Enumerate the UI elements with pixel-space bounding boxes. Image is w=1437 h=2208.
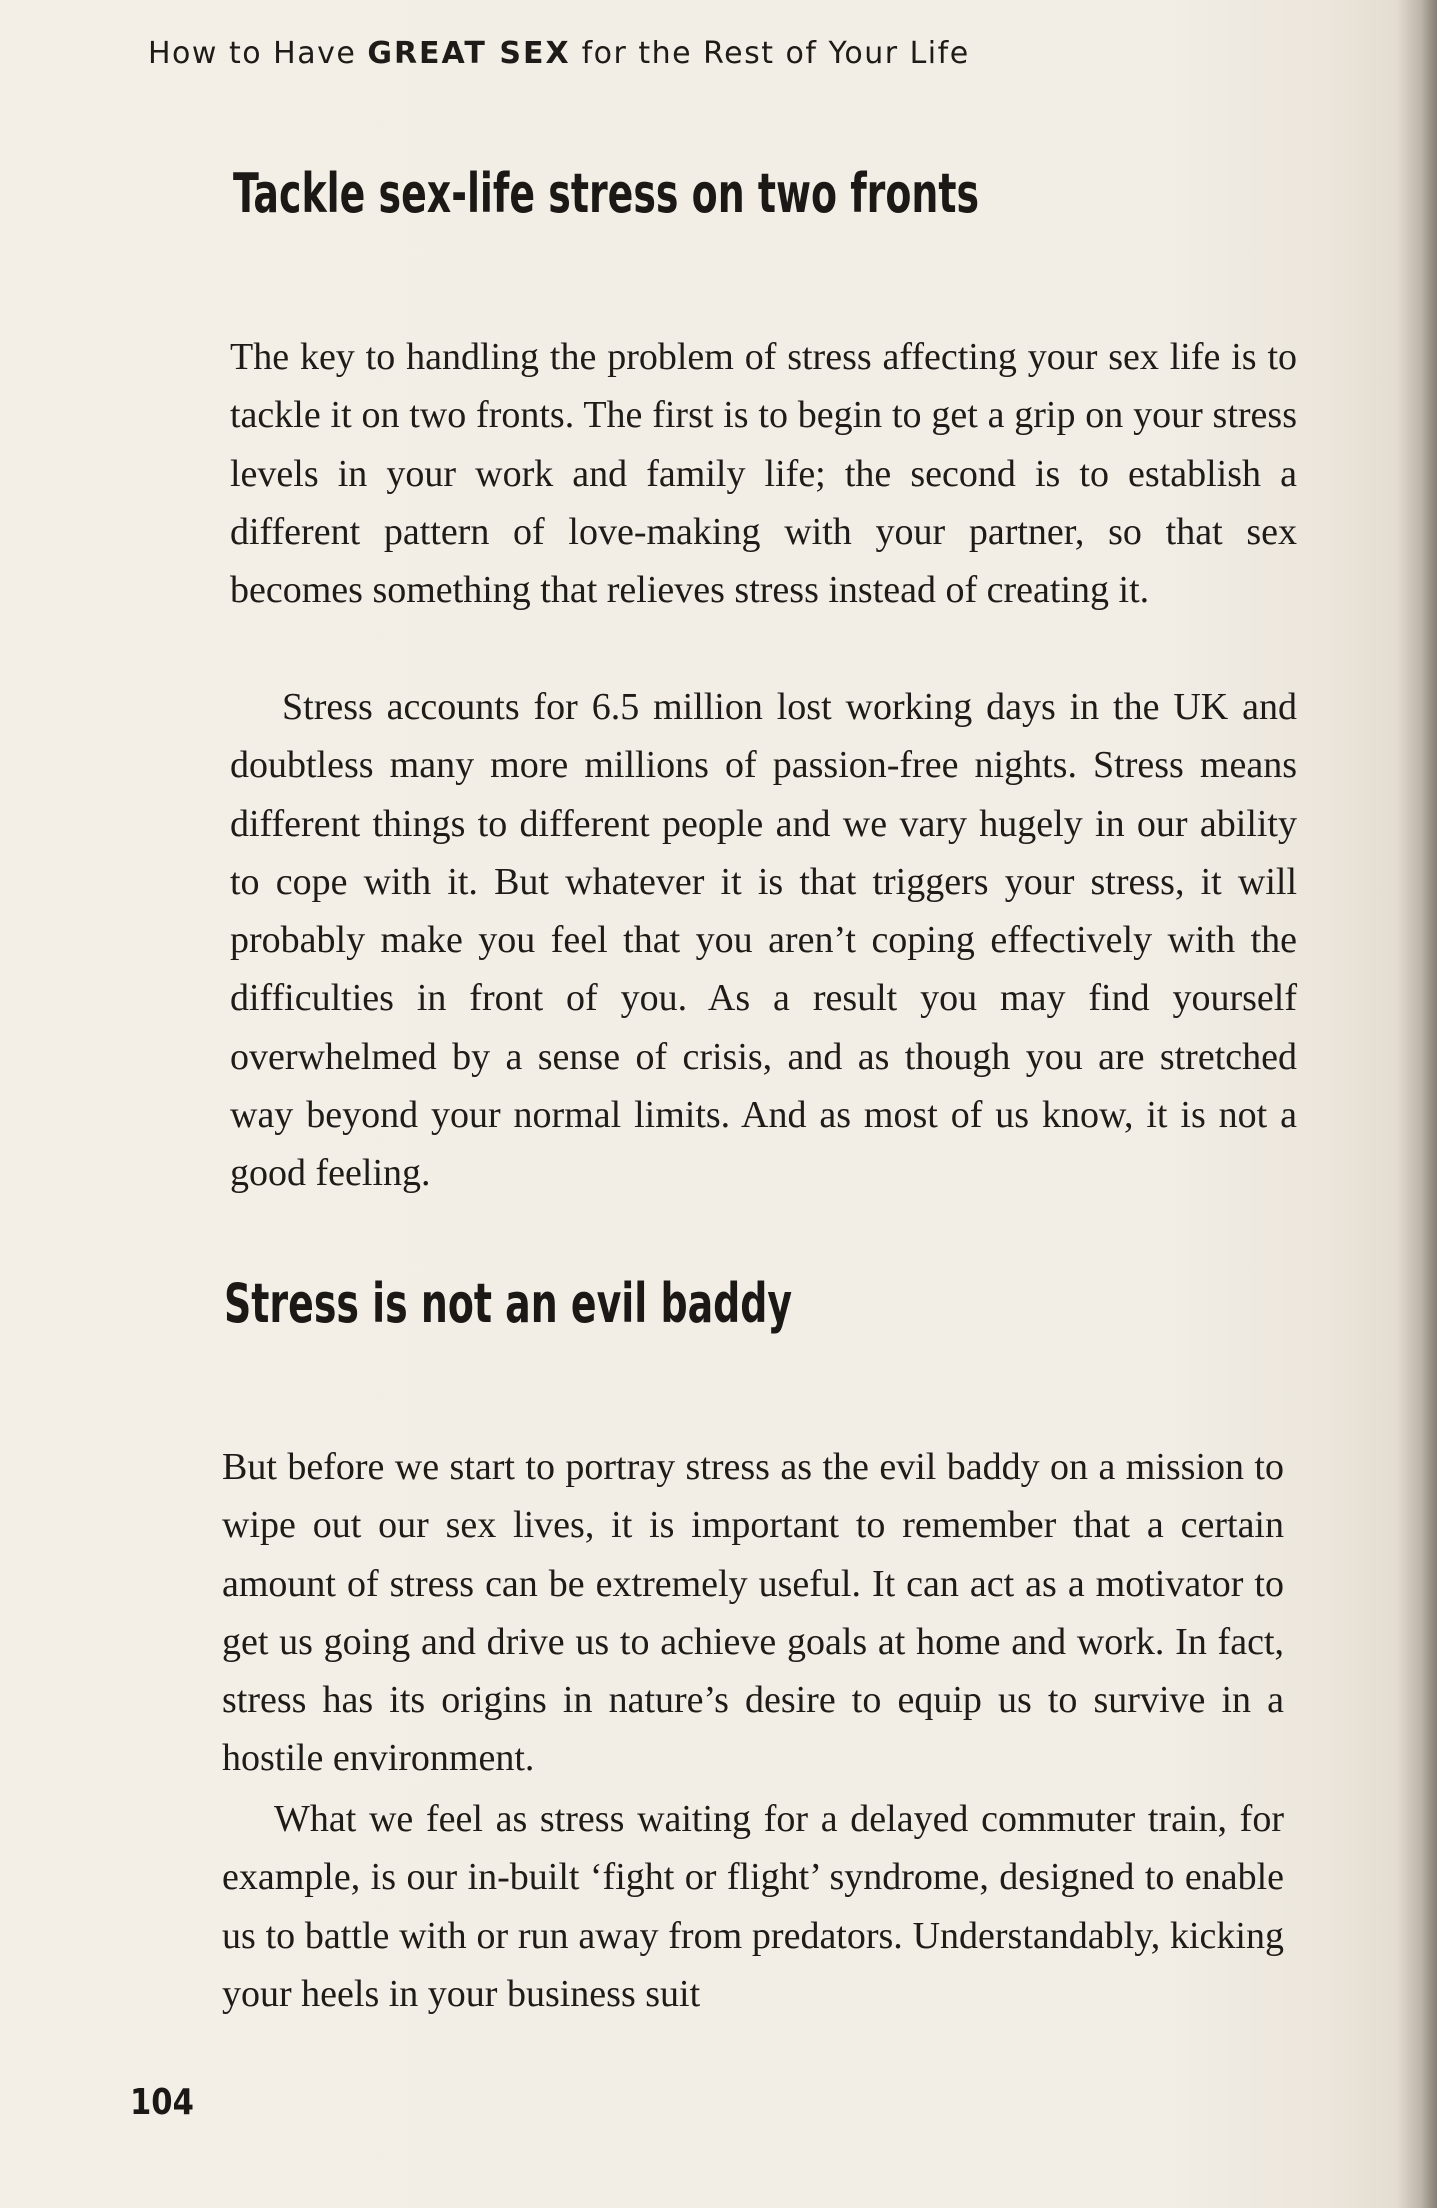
paragraph: What we feel as stress waiting for a delayed commuter train, for example, is our in-built ‘fight or flight’ syndrome, designed to enable us to battle with or run away from predators. Understandably, kicking your heels in your business suit xyxy=(222,1798,1284,2015)
section-heading: Tackle sex-life stress on two fronts xyxy=(233,162,980,225)
paragraph: Stress accounts for 6.5 million lost working days in the UK and doubtless many more millions of passion-free nights. Stress means different things to different people and we vary hugely in our ability to cope with it. But whatever it is that triggers your stress, it will probably make you feel that you aren’t coping effectively with the difficulties in front of you. As a result you may find yourself overwhelmed by a sense of crisis, and as though you are stretched way beyond your normal limits. And as most of us know, it is not a good feeling. xyxy=(230,686,1297,1195)
paragraph: The key to handling the problem of stress affecting your sex life is to tackle it on two fronts. The first is to begin to get a grip on your stress levels in your work and family life; the second is to establish a different pattern of love-making with your partner, so that sex becomes something that relieves stress instead of creating it. xyxy=(230,336,1297,612)
running-head-suffix: for the Rest of Your Life xyxy=(570,36,970,71)
running-head-bold: GREAT SEX xyxy=(367,36,571,71)
page-number: 104 xyxy=(130,2082,194,2123)
page-gutter-shadow xyxy=(1397,0,1437,2208)
running-head-prefix: How to Have xyxy=(148,36,368,71)
section-heading: Stress is not an evil baddy xyxy=(224,1272,793,1335)
running-head xyxy=(148,36,970,71)
paragraph: But before we start to portray stress as the evil baddy on a mission to wipe out our sex lives, it is important to remember that a certain amount of stress can be extremely useful. It can act as a motivator to get us going and drive us to achieve goals at home and work. In fact, stress has its origins in nature’s desire to equip us to survive in a hostile environment. xyxy=(222,1446,1284,1780)
